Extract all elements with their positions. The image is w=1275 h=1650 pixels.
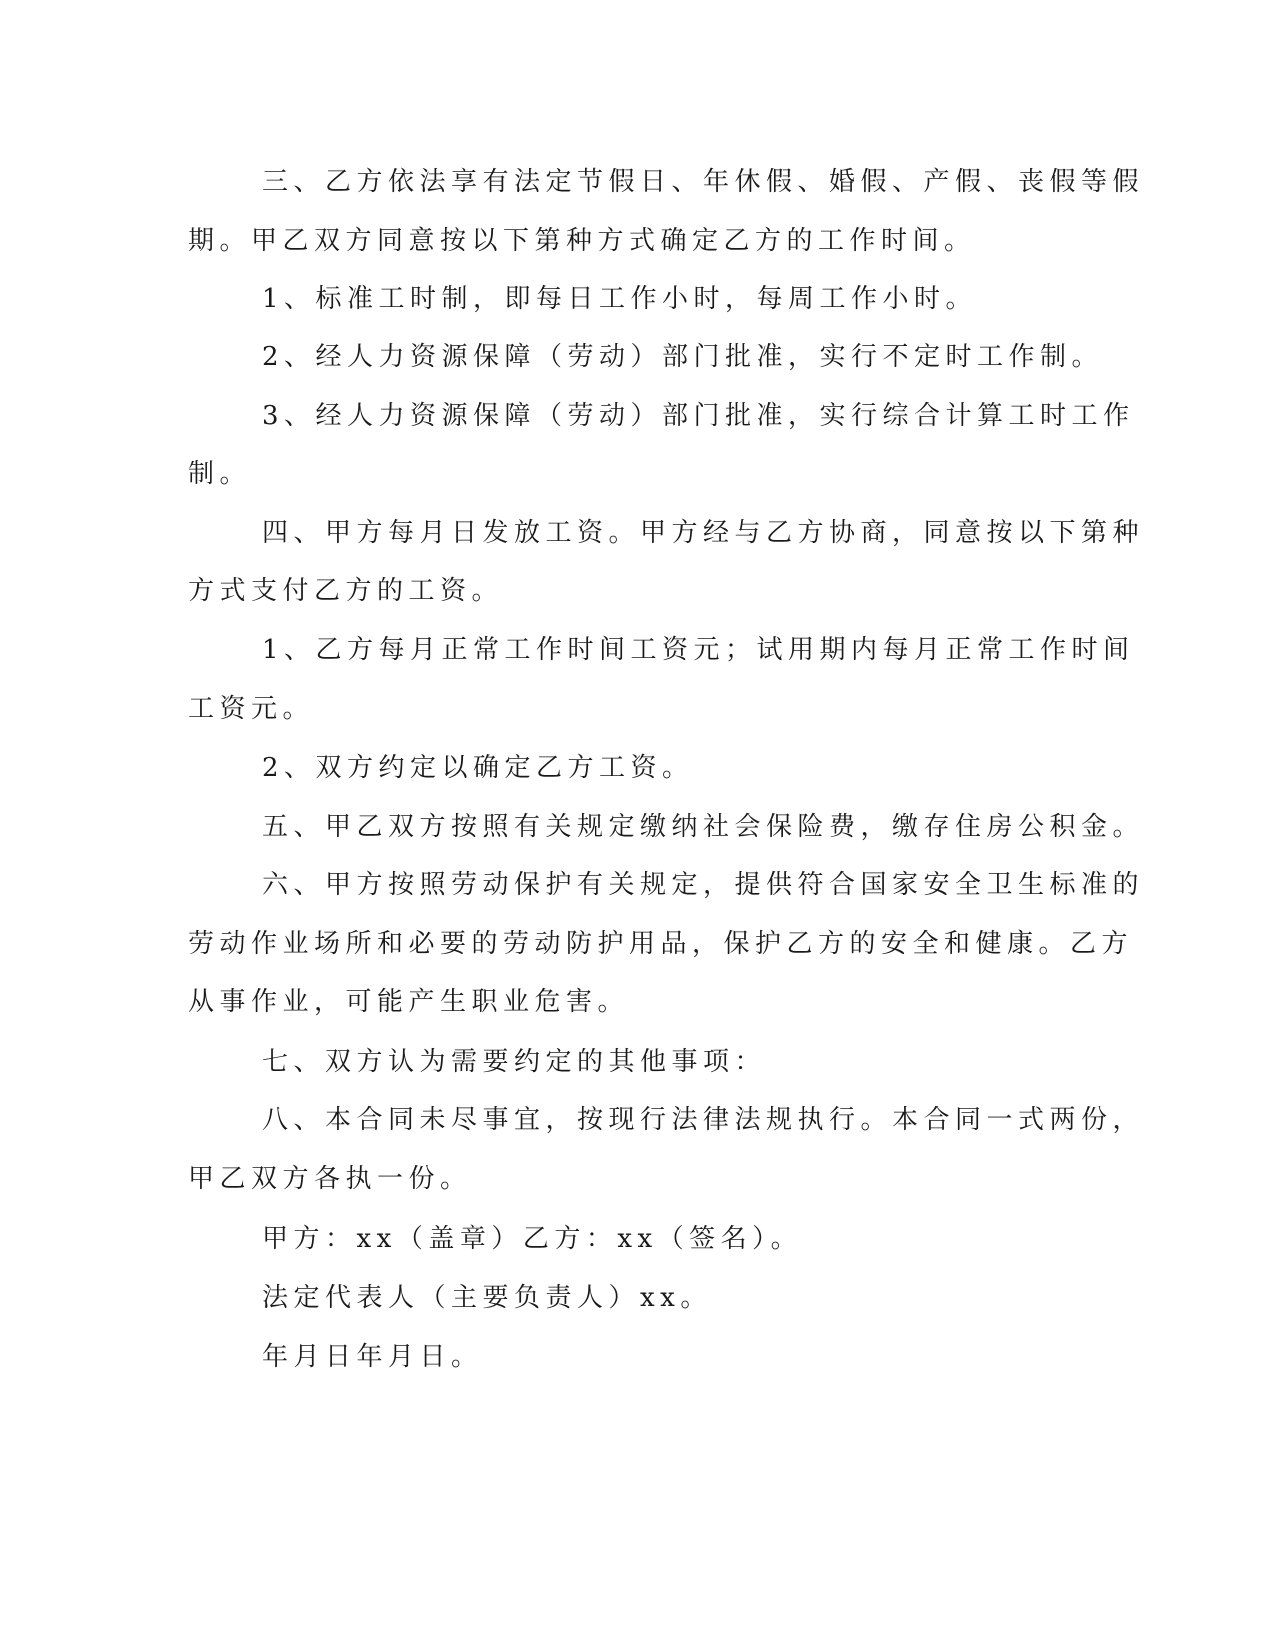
clause-3-line-1: 三、乙方依法享有法定节假日、年休假、婚假、产假、丧假等假	[262, 167, 1145, 197]
legal-representative: 法定代表人（主要负责人）xx。	[262, 1283, 712, 1313]
signature-parties: 甲方：xx（盖章）乙方：xx（签名）。	[262, 1224, 803, 1254]
clause-8-line-1: 八、本合同未尽事宜，按现行法律法规执行。本合同一式两份，	[262, 1105, 1145, 1135]
clause-6-line-3: 从事作业，可能产生职业危害。	[188, 987, 630, 1017]
clause-6-line-1: 六、甲方按照劳动保护有关规定，提供符合国家安全卫生标准的	[262, 870, 1145, 900]
signature-dates: 年月日年月日。	[262, 1342, 483, 1372]
clause-3-item-2: 2、经人力资源保障（劳动）部门批准，实行不定时工作制。	[262, 342, 1104, 372]
clause-3-line-2: 期。甲乙双方同意按以下第种方式确定乙方的工作时间。	[188, 226, 976, 256]
clause-8-line-2: 甲乙双方各执一份。	[188, 1164, 472, 1194]
clause-4-line-2: 方式支付乙方的工资。	[188, 576, 504, 606]
clause-4-line-1: 四、甲方每月日发放工资。甲方经与乙方协商，同意按以下第种	[262, 518, 1145, 548]
clause-7: 七、双方认为需要约定的其他事项：	[262, 1047, 767, 1077]
clause-3-item-1: 1、标准工时制，即每日工作小时，每周工作小时。	[262, 284, 978, 314]
clause-4-item-2: 2、双方约定以确定乙方工资。	[262, 753, 694, 783]
clause-3-item-3-line-1: 3、经人力资源保障（劳动）部门批准，实行综合计算工时工作	[262, 401, 1135, 431]
clause-5: 五、甲乙双方按照有关规定缴纳社会保险费，缴存住房公积金。	[262, 812, 1145, 842]
clause-6-line-2: 劳动作业场所和必要的劳动防护用品，保护乙方的安全和健康。乙方	[188, 929, 1134, 959]
clause-4-item-1-line-1: 1、乙方每月正常工作时间工资元；试用期内每月正常工作时间	[262, 635, 1135, 665]
clause-4-item-1-line-2: 工资元。	[188, 694, 315, 724]
clause-3-item-3-line-2: 制。	[188, 459, 252, 489]
